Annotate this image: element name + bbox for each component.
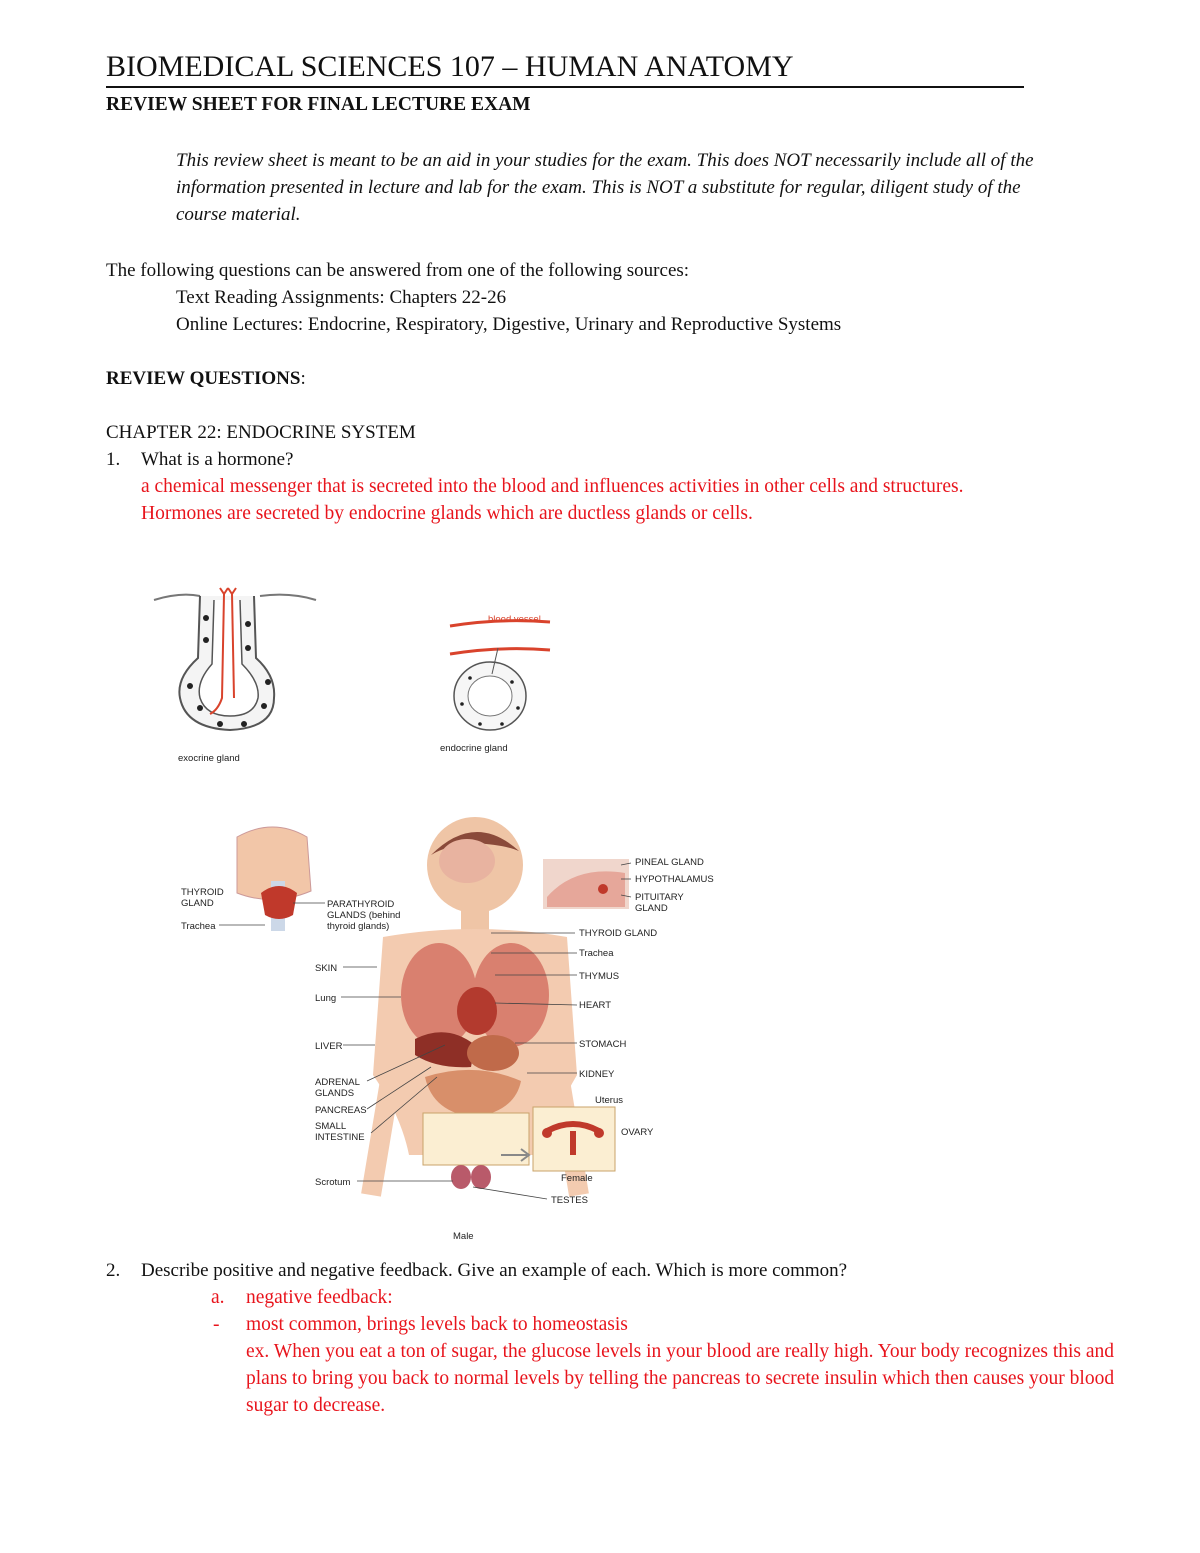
q2-dash-marker: - (213, 1314, 220, 1335)
label-lung: Lung (315, 993, 337, 1004)
q2-a-marker: a. (211, 1287, 225, 1308)
q1-question: What is a hormone? (141, 449, 294, 470)
q1-number: 1. (106, 449, 121, 470)
label-female: Female (561, 1173, 593, 1184)
blood-vessel-label: blood vessel (488, 614, 541, 625)
review-questions-heading (106, 365, 306, 392)
endocrine-gland-label: endocrine gland (440, 743, 508, 754)
label-pineal-gland: PINEAL GLAND (635, 857, 704, 868)
q1-answer: a chemical messenger that is secreted into the blood and influences activities in other cells and structures. Hormones are secreted by endocrine glands which are ductless glands or cells. (141, 476, 964, 524)
label-heart: HEART (579, 1000, 612, 1011)
sources-online-lectures: Online Lectures: Endocrine, Respiratory, Digestive, Urinary and Reproductive Systems (176, 314, 842, 335)
label-thyroid-gland-left-2: GLAND (181, 898, 214, 909)
label-thyroid-gland-right: THYROID GLAND (579, 928, 658, 939)
q2-example: ex. When you eat a ton of sugar, the glucose levels in your blood are really high. Your body recognizes this and plans to bring you back to normal levels by telling the pancreas to secrete insulin which then causes your blood sugar to decrease. (246, 1341, 1115, 1416)
label-parathyroid-2: GLANDS (behind (327, 910, 401, 921)
brain-inset (543, 859, 629, 909)
label-skin: SKIN (315, 963, 338, 974)
document-title: BIOMEDICAL SCIENCES 107 – HUMAN ANATOMY (106, 50, 1024, 88)
review-questions-colon: : (300, 368, 306, 389)
endocrine-gland-drawing (450, 621, 550, 730)
label-ovary: OVARY (621, 1127, 654, 1138)
label-adrenal-1: ADRENAL (315, 1077, 360, 1088)
q2-number: 2. (106, 1260, 121, 1281)
q2-a-text: negative feedback: (246, 1287, 393, 1308)
label-thyroid-gland-left-1: THYROID (181, 887, 224, 898)
label-uterus: Uterus (595, 1095, 623, 1106)
q2-dash-text: most common, brings levels back to homeostasis (246, 1314, 628, 1335)
sources-lead: The following questions can be answered from one of the following sources: (106, 260, 690, 281)
neck-inset (237, 827, 311, 931)
label-stomach: STOMACH (579, 1039, 627, 1050)
intro-paragraph: This review sheet is meant to be an aid in your studies for the exam. This does NOT necessarily include all of the information presented in lecture and lab for the exam. This is NOT a substitute for regular, diligent study of the course material. (176, 150, 1034, 225)
label-trachea-right: Trachea (579, 948, 614, 959)
label-pancreas: PANCREAS (315, 1105, 367, 1116)
label-male: Male (453, 1231, 474, 1242)
gland-comparison-figure (140, 578, 580, 773)
sources-text-reading: Text Reading Assignments: Chapters 22-26 (176, 287, 507, 308)
endocrine-system-figure (175, 815, 714, 1245)
label-adrenal-2: GLANDS (315, 1088, 355, 1099)
label-kidney: KIDNEY (579, 1069, 615, 1080)
label-liver: LIVER (315, 1041, 343, 1052)
label-parathyroid-3: thyroid glands) (327, 921, 390, 932)
label-parathyroid-1: PARATHYROID (327, 899, 395, 910)
label-scrotum: Scrotum (315, 1177, 351, 1188)
chapter-heading: CHAPTER 22: ENDOCRINE SYSTEM (106, 422, 416, 443)
document-subtitle: REVIEW SHEET FOR FINAL LECTURE EXAM (106, 94, 531, 115)
exocrine-gland-label: exocrine gland (178, 753, 240, 764)
label-thymus: THYMUS (579, 971, 620, 982)
label-hypothalamus: HYPOTHALAMUS (635, 874, 714, 885)
q2-question: Describe positive and negative feedback. Give an example of each. Which is more common? (141, 1260, 848, 1281)
exocrine-gland-drawing (154, 588, 316, 730)
label-small-intestine-1: SMALL (315, 1121, 347, 1132)
label-pituitary-2: GLAND (635, 903, 668, 914)
label-testes: TESTES (551, 1195, 588, 1206)
review-questions-label: REVIEW QUESTIONS (106, 368, 301, 389)
label-pituitary-1: PITUITARY (635, 892, 684, 903)
label-trachea-left: Trachea (181, 921, 216, 932)
label-small-intestine-2: INTESTINE (315, 1132, 365, 1143)
